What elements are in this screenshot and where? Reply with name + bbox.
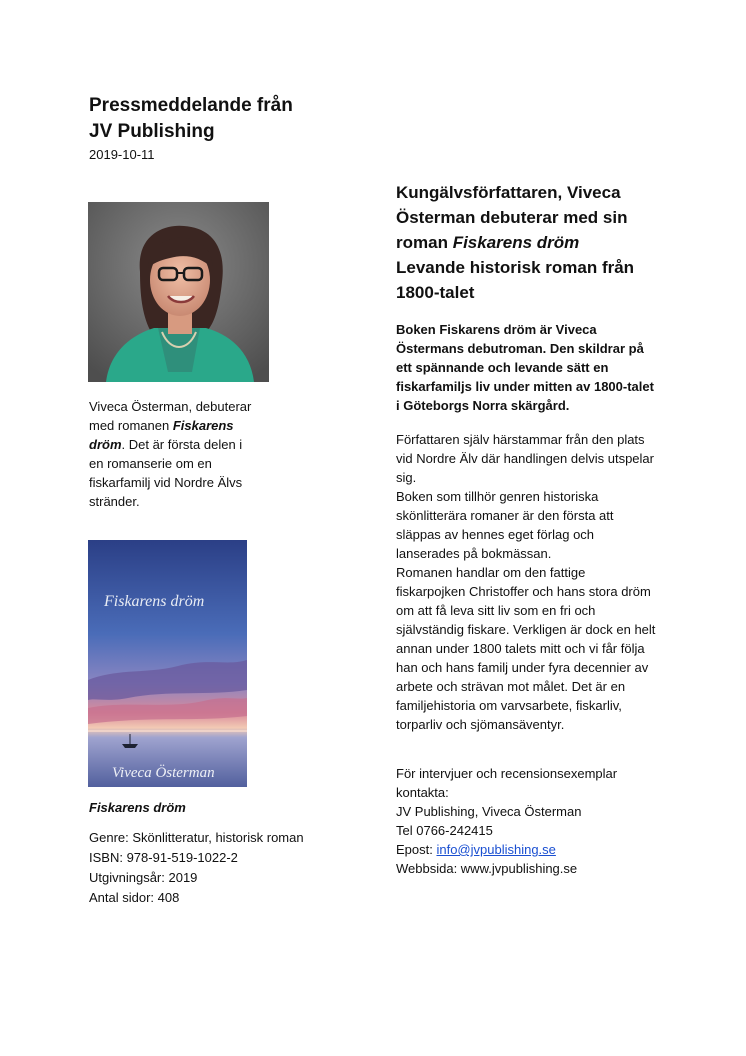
press-release-title <box>89 93 293 145</box>
book-details <box>89 828 304 908</box>
email-label: Epost: <box>396 842 437 857</box>
cover-title: Fiskarens dröm <box>104 593 205 610</box>
title-line-2: JV Publishing <box>89 121 215 142</box>
headline-part-1: Kungälvsförfattaren, Viveca Österman debuterar med sin roman <box>396 183 628 252</box>
book-pages: Antal sidor: 408 <box>89 890 180 905</box>
contact-phone: Tel 0766-242415 <box>396 823 493 838</box>
contact-intro: För intervjuer och recensionsexemplar kontakta: <box>396 766 618 800</box>
headline-book-title: Fiskarens dröm <box>452 233 580 252</box>
caption-book-title: Fiskarens dröm <box>89 418 234 452</box>
author-photo <box>88 202 269 382</box>
title-line-1: Pressmeddelande från <box>89 95 293 116</box>
photo-caption <box>89 397 259 511</box>
caption-suffix: . Det är första delen i en romanserie om en fiskarfamilj vid Nordre Älvs stränder. <box>89 437 243 509</box>
headline-part-2: Levande historisk roman från 1800-talet <box>396 258 635 302</box>
book-isbn: ISBN: 978-91-519-1022-2 <box>89 850 238 865</box>
contact-website: Webbsida: www.jvpublishing.se <box>396 861 578 876</box>
book-year: Utgivningsår: 2019 <box>89 870 198 885</box>
release-date: 2019-10-11 <box>89 147 155 162</box>
book-title: Fiskarens dröm <box>89 800 186 815</box>
body-paragraph-1: Författaren själv härstammar från den plats vid Nordre Älv där handlingen delvis utspelar sig. <box>396 432 654 485</box>
contact-email-row <box>396 840 658 859</box>
book-genre: Genre: Skönlitteratur, historisk roman <box>89 830 304 845</box>
body-paragraph-2: Boken som tillhör genren historiska skönlitterära romaner är den första att släppas av hennes eget förlag och lanserades på bokmässan. <box>396 489 614 561</box>
contact-info <box>396 764 658 878</box>
email-link[interactable]: info@jvpublishing.se <box>436 842 556 857</box>
article-body <box>396 430 658 734</box>
article-headline <box>396 180 666 305</box>
body-paragraph-3: Romanen handlar om den fattige fiskarpojken Christoffer och hans stora dröm om att få leva sitt liv som en fri och självständig fiskare. Verkligen är dock en helt annan under 1800 talets mitt och vi får följa han och hans familj under fyra decennier av arbete och strävan mot målet. Det är en familjehistoria om varvsarbete, fiskarliv, torparliv och sjömansäventyr. <box>396 565 656 732</box>
caption-prefix: Viveca Österman, debuterar med romanen <box>89 399 252 433</box>
book-cover <box>88 540 247 787</box>
contact-name: JV Publishing, Viveca Österman <box>396 804 582 819</box>
article-lead: Boken Fiskarens dröm är Viveca Östermans debutroman. Den skildrar på ett spännande och levande sätt en fiskarfamiljs liv under mitten av 1800-talet i Göteborgs Norra skärgård. <box>396 322 654 413</box>
cover-author: Viveca Österman <box>112 765 215 781</box>
